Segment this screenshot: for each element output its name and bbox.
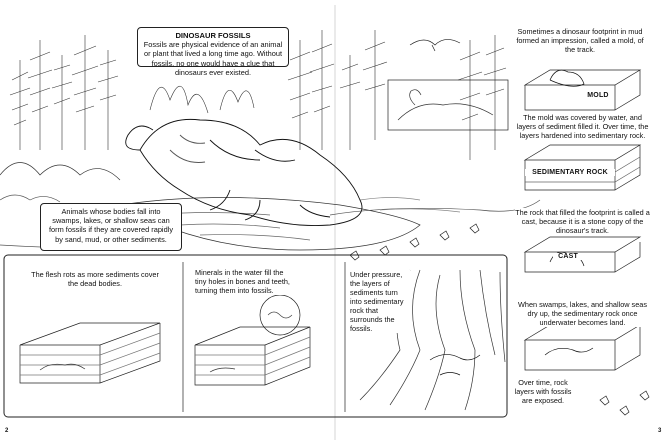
mold-label: MOLD (587, 92, 609, 99)
swamp-caption: Animals whose bodies fall into swamps, lakes, or shallow seas can form fossils if they are covered rapidly by sand, mud, or other sediments. (48, 207, 174, 244)
intro-text: Fossils are physical evidence of an animal or plant that lived a long time ago. Without fossils, no one would have a clue that dinosaurs ever existed. (143, 40, 283, 77)
page-title: DINOSAUR FOSSILS (175, 31, 251, 40)
pressure-caption: Under pressure, the layers of sediments turn into sedimentary rock that surrounds the fossils. (350, 270, 410, 333)
mold-caption: Sometimes a dinosaur footprint in mud formed an impression, called a mold, of the track. (516, 27, 644, 54)
page-number-right: 3 (658, 428, 662, 434)
pterosaur (410, 39, 460, 51)
swamp-caption-box (40, 203, 182, 251)
dry-caption: When swamps, lakes, and shallow seas dry up, the sedimentary rock once underwater becomes land. (515, 300, 650, 327)
exposed-caption: Over time, rock layers with fossils are exposed. (512, 378, 574, 405)
title-box (137, 27, 289, 77)
inset-dinosaur-frame (388, 80, 508, 130)
page-number-left: 2 (5, 428, 9, 434)
sediment-block-1 (20, 323, 160, 383)
minerals-caption: Minerals in the water fill the tiny holes in bones and teeth, turning them into fossils. (195, 268, 295, 295)
sediment-block-2 (195, 295, 310, 385)
flesh-rots-caption: The flesh rots as more sediments cover the dead bodies. (31, 270, 159, 288)
cast-label: CAST (553, 253, 583, 260)
sedimentary-rock-label: SEDIMENTARY ROCK (525, 169, 615, 176)
covered-caption: The mold was covered by water, and layers of sediment filled it. Over time, the layers hardened into sedimentary rock. (516, 113, 649, 140)
cast-caption: The rock that filled the footprint is called a cast, because it is a stone copy of the dinosaur's track. (515, 208, 650, 235)
